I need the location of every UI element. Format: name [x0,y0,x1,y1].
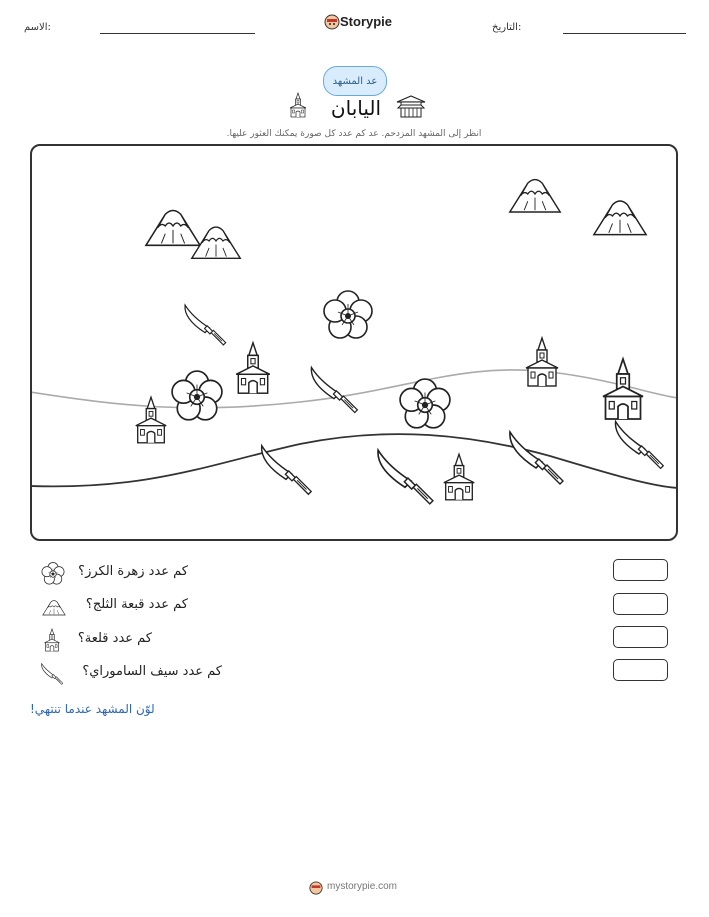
color-scene-note: لوّن المشهد عندما تنتهي! [30,702,155,716]
brand-name: Storypie [340,14,393,29]
name-field[interactable] [100,33,255,34]
snowcap-mountain[interactable] [190,218,242,264]
samurai-sword[interactable] [374,446,436,508]
cherry-blossom[interactable] [170,370,224,424]
snowcap-mountain[interactable] [592,192,648,240]
answer-box-1[interactable] [613,559,668,581]
date-label: التاريخ: [492,22,522,33]
samurai-sword[interactable] [308,364,360,416]
castle-icon [288,90,308,120]
pagoda-icon [396,94,426,118]
castle[interactable] [598,352,648,426]
samurai-sword[interactable] [506,428,566,488]
storypie-footer-logo-icon [309,880,323,894]
near-hill-line [30,434,678,488]
footer-site[interactable]: mystorypie.com [327,881,398,892]
cherry-blossom[interactable] [322,290,374,342]
samurai-sword[interactable] [182,302,228,348]
activity-badge: عد المشهد [323,66,387,96]
name-label: الاسم: [24,22,51,33]
castle[interactable] [232,340,274,396]
date-field[interactable] [563,33,686,34]
castle[interactable] [440,450,478,504]
samurai-sword[interactable] [612,418,666,472]
scene-panel[interactable] [30,144,678,541]
castle-icon [40,628,64,652]
samurai-sword[interactable] [258,442,314,498]
question-4: كم عدد سيف الساموراي؟ [82,664,222,679]
answer-box-2[interactable] [613,593,668,615]
storypie-logo-icon [324,14,340,30]
castle[interactable] [522,334,562,390]
question-1: كم عدد زهرة الكرز؟ [78,564,188,579]
question-3: كم عدد قلعة؟ [77,631,152,646]
snowcap-mountain[interactable] [508,172,562,216]
question-2: كم عدد قبعة الثلج؟ [85,597,188,612]
answer-box-4[interactable] [613,659,668,681]
samurai-sword-icon [40,662,64,686]
castle[interactable] [132,394,170,446]
instruction-text: انظر إلى المشهد المزدحم. عد كم عدد كل صورة يمكنك العثور عليها. [226,129,482,139]
cherry-blossom[interactable] [398,378,452,432]
answer-box-3[interactable] [613,626,668,648]
cherry-blossom-icon [41,562,65,586]
snowcap-mountain-icon [42,595,66,619]
page-title: اليابان [330,96,382,120]
